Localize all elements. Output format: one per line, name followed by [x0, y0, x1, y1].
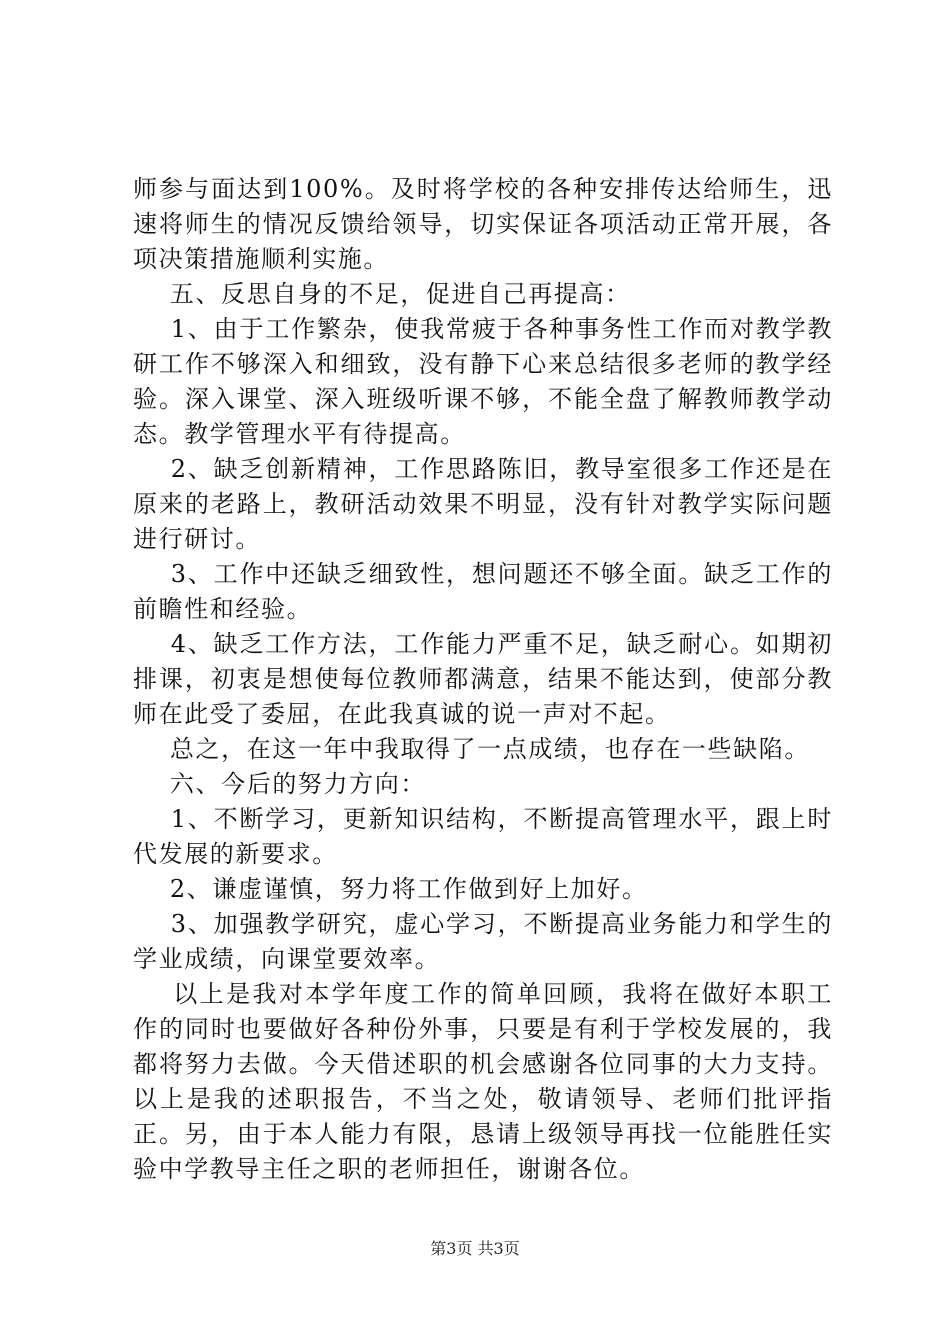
paragraph-shortcoming-2: 2、缺乏创新精神，工作思路陈旧，教导室很多工作还是在原来的老路上，教研活动效果不明显，没有针对教学实际问题进行研讨。: [133, 455, 833, 553]
document-body: [133, 172, 833, 1187]
section-heading-6: 六、今后的努力方向：: [133, 770, 426, 798]
paragraph-direction-2: 2、谦虚谨慎，努力将工作做到好上加好。: [133, 875, 648, 903]
paragraph-summary: 总之，在这一年中我取得了一点成绩，也存在一些缺陷。: [133, 735, 810, 763]
page-number-footer: 第3页 共3页: [430, 1239, 520, 1258]
paragraph-continuation: 师参与面达到100%。及时将学校的各种安排传达给师生，迅速将师生的情况反馈给领导，切实保证各项活动正常开展，各项决策措施顺利实施。: [133, 175, 833, 273]
paragraph-shortcoming-1: 1、由于工作繁杂，使我常疲于各种事务性工作而对教学教研工作不够深入和细致，没有静下心来总结很多老师的教学经验。深入课堂、深入班级听课不够，不能全盘了解教师教学动态。教学管理水平有待提高。: [133, 315, 833, 448]
paragraph-conclusion: 以上是我对本学年度工作的简单回顾，我将在做好本职工作的同时也要做好各种份外事，只要是有利于学校发展的，我都将努力去做。今天借述职的机会感谢各位同事的大力支持。以上是我的述职报告，不当之处，敬请领导、老师们批评指正。另，由于本人能力有限，恳请上级领导再找一位能胜任实验中学教导主任之职的老师担任，谢谢各位。: [133, 980, 833, 1183]
paragraph-direction-3: 3、加强教学研究，虚心学习，不断提高业务能力和学生的学业成绩，向课堂要效率。: [133, 910, 833, 973]
paragraph-shortcoming-4: 4、缺乏工作方法，工作能力严重不足，缺乏耐心。如期初排课，初衷是想使每位教师都满意，结果不能达到，使部分教师在此受了委屈，在此我真诚的说一声对不起。: [133, 630, 833, 728]
paragraph-direction-1: 1、不断学习，更新知识结构，不断提高管理水平，跟上时代发展的新要求。: [133, 805, 833, 868]
section-heading-5: 五、反思自身的不足，促进自己再提高：: [133, 280, 631, 308]
paragraph-shortcoming-3: 3、工作中还缺乏细致性，想问题还不够全面。缺乏工作的前瞻性和经验。: [133, 560, 833, 623]
